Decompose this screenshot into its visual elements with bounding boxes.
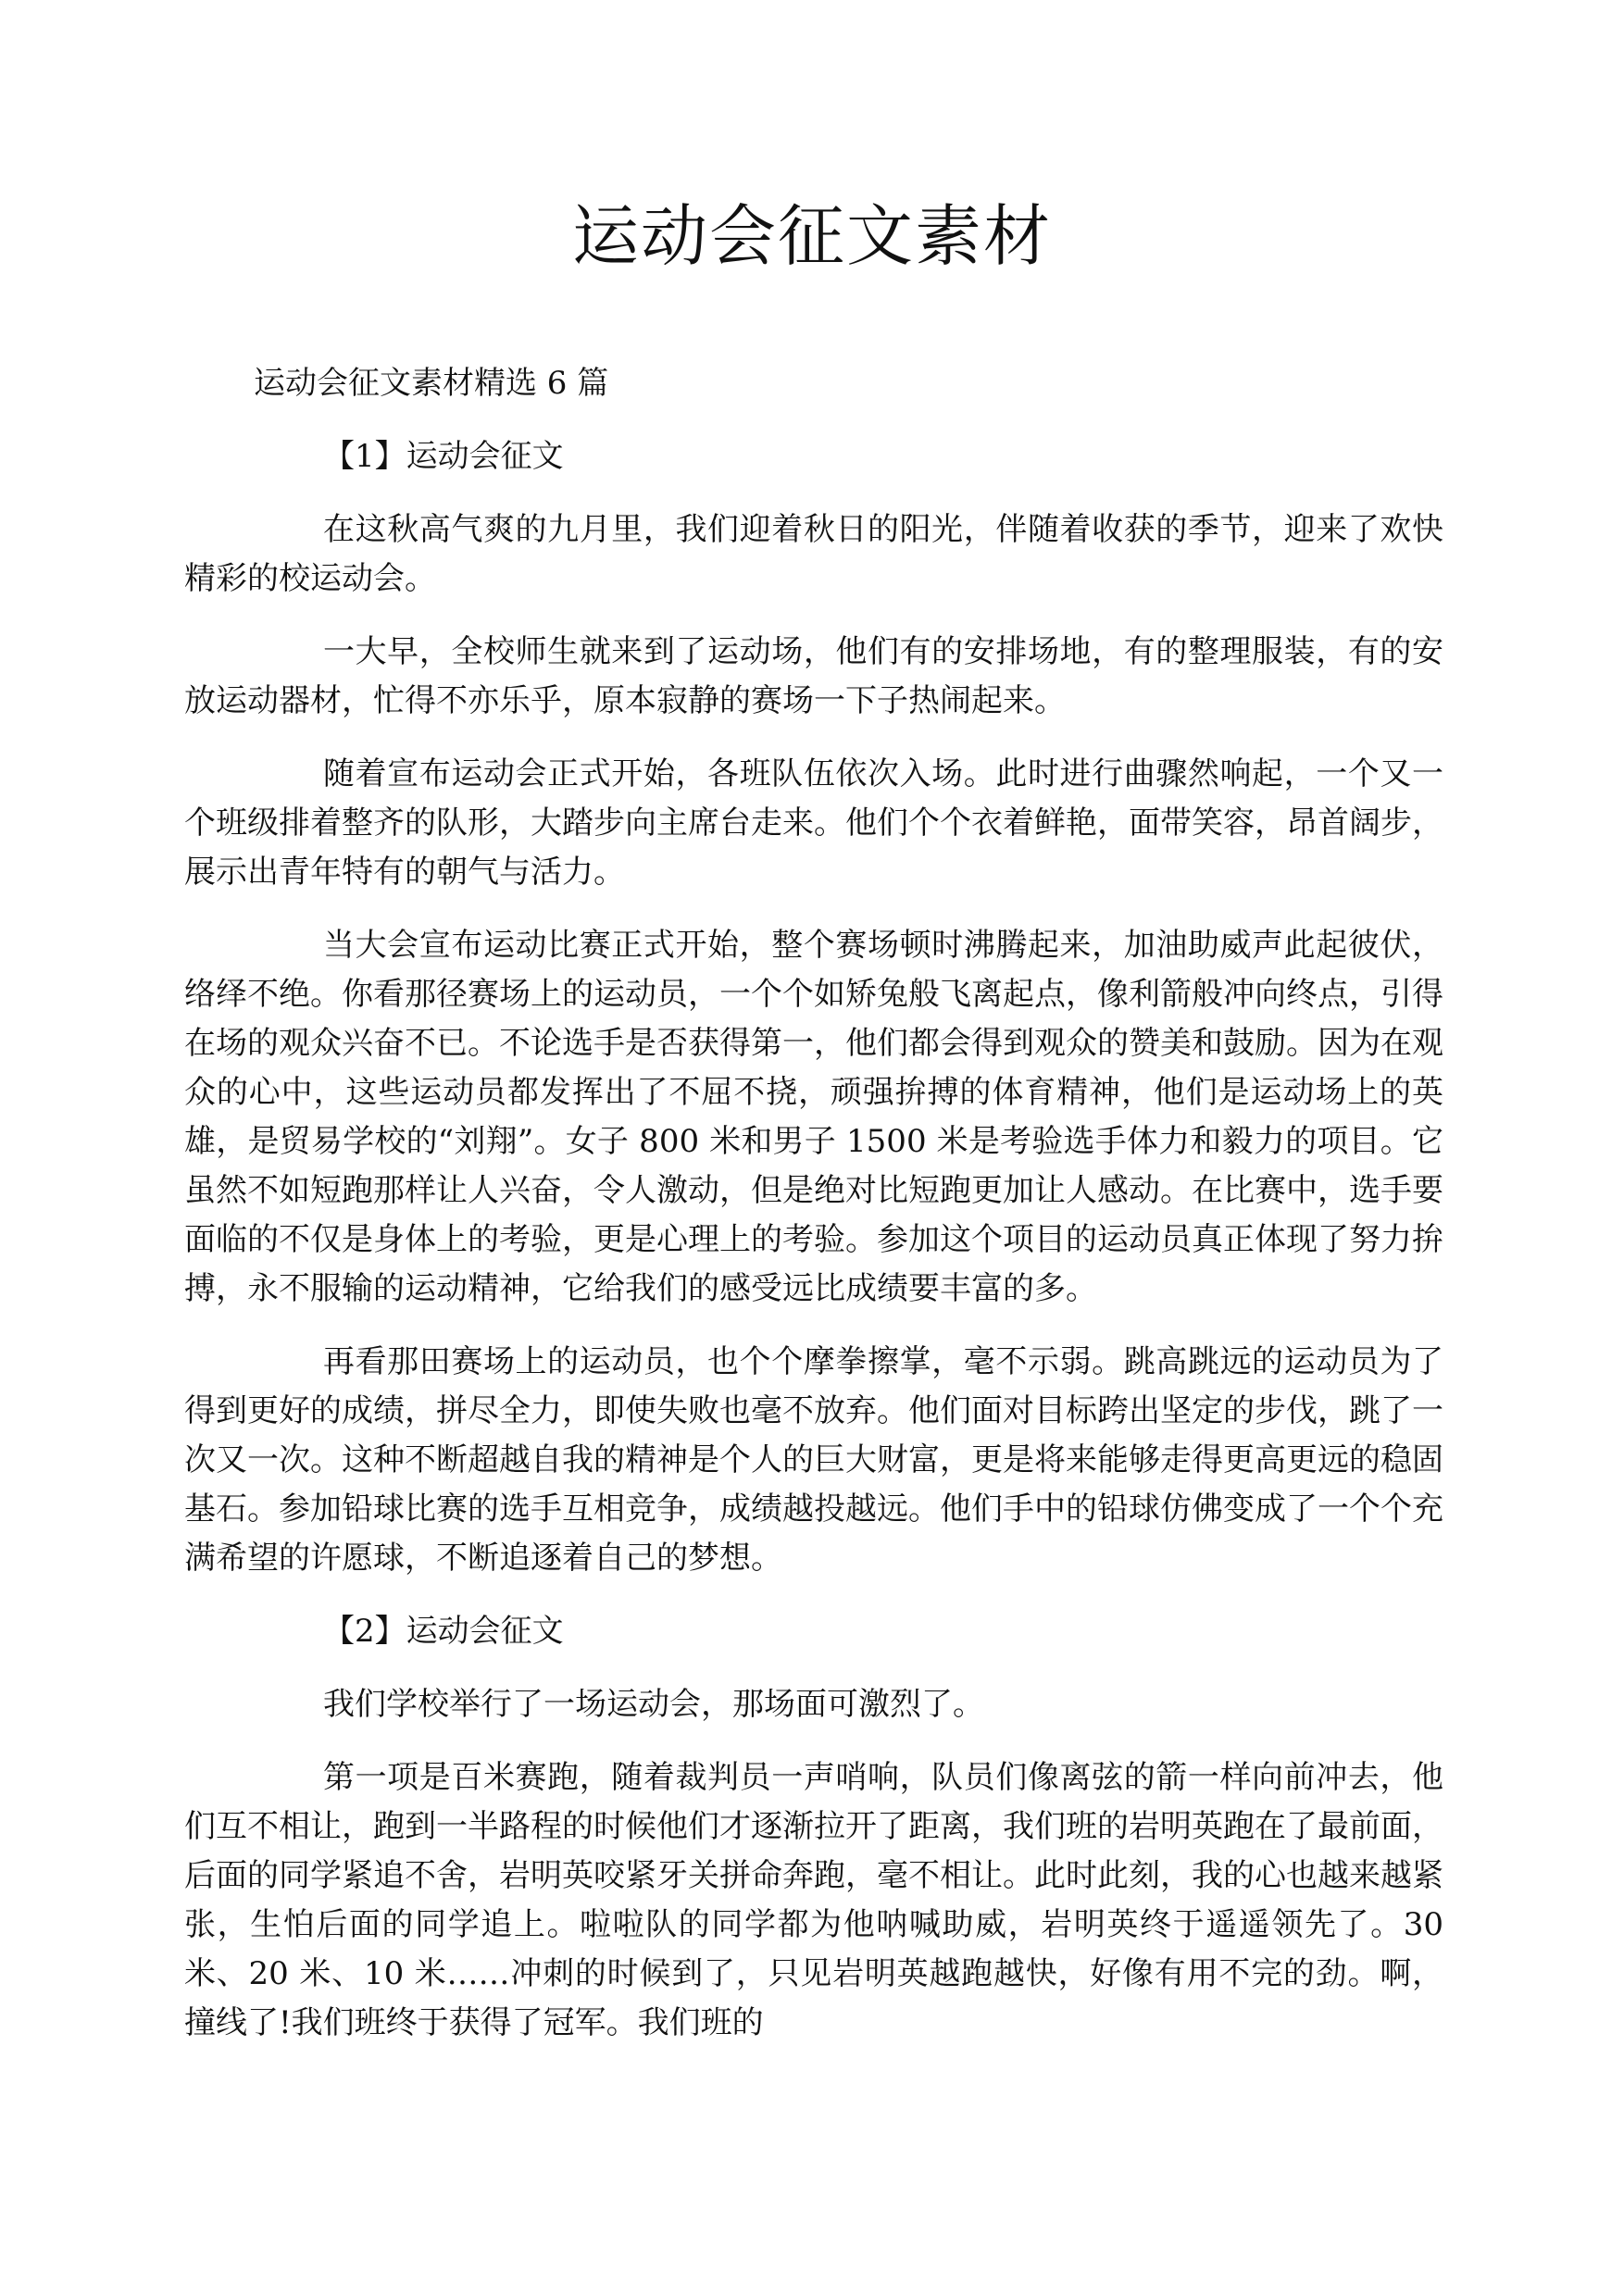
document-title: 运动会征文素材 xyxy=(571,197,1052,275)
paragraph: 第一项是百米赛跑，随着裁判员一声哨响，队员们像离弦的箭一样向前冲去，他们互不相让，跑到一半路程的时候他们才逐渐拉开了距离，我们班的岩明英跑在了最前面，后面的同学紧追不舍，岩明英咬紧牙关拼命奔跑，毫不相让。此时此刻，我的心也越来越紧张，生怕后面的同学追上。啦啦队的同学都为他呐喊助威，岩明英终于遥遥领先了。30 米、20 米、10 米……冲刺的时候到了，只见岩明英越跑越快，好像有用不完的劲。啊，撞线了!我们班终于获得了冠军。我们班的 xyxy=(184,1759,1443,2041)
paragraph: 当大会宣布运动比赛正式开始，整个赛场顿时沸腾起来，加油助威声此起彼伏，络绎不绝。你看那径赛场上的运动员，一个个如矫兔般飞离起点，像利箭般冲向终点，引得在场的观众兴奋不已。不论选手是否获得第一，他们都会得到观众的赞美和鼓励。因为在观众的心中，这些运动员都发挥出了不屈不挠，顽强拚搏的体育精神，他们是运动场上的英雄，是贸易学校的“刘翔”。女子 800 米和男子 1500 米是考验选手体力和毅力的项目。它虽然不如短跑那样让人兴奋，令人激动，但是绝对比短跑更加让人感动。在比赛中，选手要面临的不仅是身体上的考验，更是心理上的考验。参加这个项目的运动员真正体现了努力拚搏，永不服输的运动精神，它给我们的感受远比成绩要丰富的多。 xyxy=(184,927,1443,1307)
paragraph: 一大早，全校师生就来到了运动场，他们有的安排场地，有的整理服装，有的安放运动器材，忙得不亦乐乎，原本寂静的赛场一下子热闹起来。 xyxy=(184,633,1443,719)
paragraph: 再看那田赛场上的运动员，也个个摩拳擦掌，毫不示弱。跳高跳远的运动员为了得到更好的成绩，拼尽全力，即使失败也毫不放弃。他们面对目标跨出坚定的步伐，跳了一次又一次。这种不断超越自我的精神是个人的巨大财富，更是将来能够走得更高更远的稳固基石。参加铅球比赛的选手互相竞争，成绩越投越远。他们手中的铅球仿佛变成了一个个充满希望的许愿球，不断追逐着自己的梦想。 xyxy=(184,1343,1443,1577)
paragraph: 我们学校举行了一场运动会，那场面可激烈了。 xyxy=(323,1686,984,1723)
paragraph: 在这秋高气爽的九月里，我们迎着秋日的阳光，伴随着收获的季节，迎来了欢快精彩的校运动会。 xyxy=(184,511,1443,597)
section-heading-2: 【2】运动会征文 xyxy=(323,1613,564,1650)
document-body xyxy=(184,359,1443,2072)
paragraph: 随着宣布运动会正式开始，各班队伍依次入场。此时进行曲骤然响起，一个又一个班级排着整齐的队形，大踏步向主席台走来。他们个个衣着鲜艳，面带笑容，昂首阔步，展示出青年特有的朝气与活力。 xyxy=(184,755,1443,891)
section-heading-1: 【1】运动会征文 xyxy=(323,438,564,475)
document-subtitle: 运动会征文素材精选 6 篇 xyxy=(254,365,609,402)
